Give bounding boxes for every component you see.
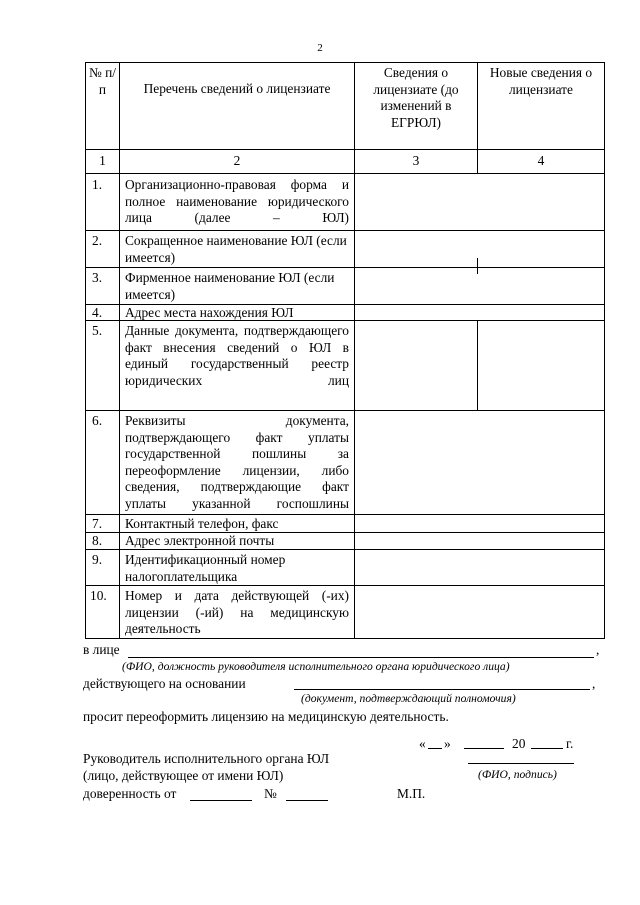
head-title-line-2: (лицо, действующее от имени ЮЛ) [83, 768, 284, 783]
signature-hint: (ФИО, подпись) [478, 768, 557, 781]
row-7-num: 7. [92, 516, 103, 531]
date-quote-close: » [444, 736, 451, 751]
row-8-num: 8. [92, 533, 103, 548]
fio-hint: (ФИО, должность руководителя исполнительного органа юридического лица) [122, 660, 510, 673]
row-7-text: Контактный телефон, факс [125, 516, 279, 531]
date-month-input-line[interactable] [464, 748, 504, 749]
row-3-num: 3. [92, 270, 103, 285]
row-5-num: 5. [92, 323, 103, 338]
col-number-3: 3 [412, 153, 420, 168]
licensee-info-table [85, 62, 605, 639]
row-10-num: 10. [90, 588, 107, 603]
basis-document-input-line[interactable] [294, 689, 590, 690]
header-new: Новые сведения о лицензиате [489, 65, 593, 97]
row-9-value-field[interactable] [355, 550, 604, 585]
row-1-num: 1. [92, 177, 103, 192]
row-4-before-field[interactable] [355, 305, 477, 320]
row-10-value-field[interactable] [355, 586, 604, 638]
row-6-text: Реквизиты документа, подтверждающего факт уплаты государственной пошлины за переоформление лицензии, либо сведения, подтверждающие факт уплаты указанной госпошлины [125, 413, 349, 511]
comma-1: , [596, 642, 600, 657]
col-number-4: 4 [537, 153, 545, 168]
date-quote-open: « [419, 736, 426, 751]
head-title-line-1: Руководитель исполнительного органа ЮЛ [83, 751, 330, 766]
row-5-text: Данные документа, подтверждающего факт внесения сведений о ЮЛ в единый государственный реестр юридических лиц [125, 323, 349, 388]
row-6-num: 6. [92, 413, 103, 428]
row-1-new-field[interactable] [478, 174, 604, 230]
date-year-suffix: г. [566, 736, 574, 751]
row-7-value-field[interactable] [355, 515, 604, 532]
acting-label: действующего на основании [83, 676, 246, 691]
power-of-attorney-number-line[interactable] [286, 800, 328, 801]
stamp-label: М.П. [397, 786, 426, 801]
header-num: № п/п [88, 65, 116, 97]
row-8-value-field[interactable] [355, 533, 604, 549]
row-3-new-field[interactable] [478, 268, 604, 304]
row-5-before-field[interactable] [355, 321, 477, 410]
document-hint: (документ, подтверждающий полномочия) [301, 692, 516, 705]
number-sign: № [264, 786, 277, 801]
row-1-text: Организационно-правовая форма и полное наименование юридического лица (далее – ЮЛ) [125, 177, 349, 226]
comma-2: , [592, 676, 596, 691]
request-text: просит переоформить лицензию на медицинскую деятельность. [83, 709, 449, 724]
fio-input-line[interactable] [128, 657, 594, 658]
row-4-num: 4. [92, 305, 103, 320]
row-2-num: 2. [92, 233, 103, 248]
power-of-attorney-label: доверенность от [83, 786, 177, 801]
power-of-attorney-date-line[interactable] [190, 800, 252, 801]
date-year-prefix: 20 [512, 736, 526, 751]
v-litse-label: в лице [83, 642, 120, 657]
row-4-text: Адрес места нахождения ЮЛ [125, 305, 294, 320]
table-border-bottom [85, 638, 605, 639]
row-8-text: Адрес электронной почты [125, 533, 275, 548]
row-3-text: Фирменное наименование ЮЛ (если имеется) [125, 270, 335, 302]
header-before: Сведения о лицензиате (до изменений в ЕГРЮЛ) [373, 65, 459, 130]
row-2-before-field[interactable] [355, 231, 477, 267]
row-line-header [85, 149, 605, 150]
row-3-before-field[interactable] [355, 268, 477, 304]
row-4-new-field[interactable] [478, 305, 604, 320]
row-9-num: 9. [92, 552, 103, 567]
row-2-new-field[interactable] [478, 231, 604, 267]
col-number-2: 2 [233, 153, 241, 168]
signature-input-line[interactable] [468, 763, 574, 764]
date-year-input-line[interactable] [531, 748, 563, 749]
row-6-value-field[interactable] [355, 411, 604, 514]
date-day-input-line[interactable] [428, 748, 442, 749]
row-5-new-field[interactable] [478, 321, 604, 410]
table-border-top [85, 62, 605, 63]
col-number-1: 1 [99, 153, 106, 168]
row-2-text: Сокращенное наименование ЮЛ (если имеется) [125, 233, 347, 265]
header-list: Перечень сведений о лицензиате [143, 81, 331, 96]
row-10-text: Номер и дата действующей (-их) лицензии (-ий) на медицинскую деятельность [125, 588, 349, 637]
row-1-before-field[interactable] [355, 174, 477, 230]
row-9-text: Идентификационный номер налогоплательщика [125, 552, 286, 584]
page-number: 2 [317, 42, 323, 54]
